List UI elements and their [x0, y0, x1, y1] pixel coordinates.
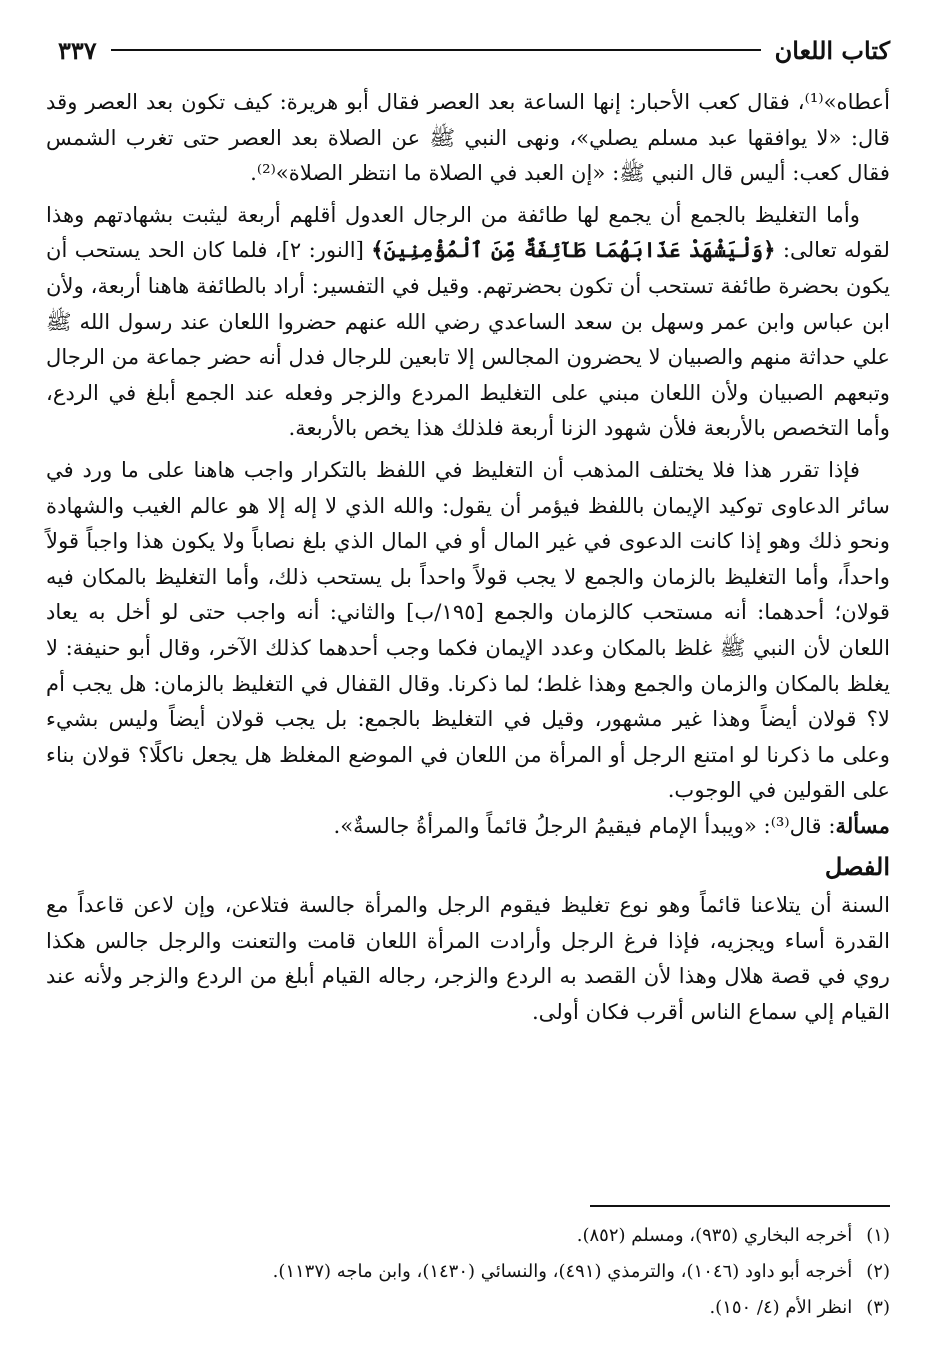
running-header [58, 32, 890, 68]
section-heading: الفصل [824, 852, 890, 882]
footnote [46, 1254, 890, 1290]
footnote-number: (٣) [866, 1297, 890, 1318]
quran-verse: ﴿وَلْيَشْهَدْ عَذَابَهُمَا طَآئِفَةٌ مِّنَ ٱلْمُؤْمِنِينَ﴾ [371, 237, 776, 263]
footnote-number: (٢) [866, 1261, 890, 1282]
footnote [46, 1218, 890, 1254]
masala-text: : قال⁽³⁾: «ويبدأ الإمام فيقيمُ الرجلُ قائماً والمرأةُ جالسةٌ». [333, 812, 836, 838]
paragraph-2 [46, 197, 890, 446]
masala-label: مسألة [835, 812, 890, 838]
footnote-text: انظر الأم (٤/ ١٥٠). [709, 1297, 853, 1318]
footnote [46, 1290, 890, 1326]
footnote-number: (١) [866, 1225, 890, 1246]
footnote-rule [590, 1205, 890, 1207]
paragraph-2-start: وأما التغليظ بالجمع أن يجمع لها طائفة من الرجال العدول أقلهم أربعة ليثبت بشهادتهم وهذا لقوله تعالى: [46, 201, 890, 263]
masala-line [46, 808, 890, 844]
paragraph-2-end: [النور: ٢]، فلما كان الحد يستحب أن يكون بحضرة طائفة تستحب أن تكون بحضرتهم. وقيل في التفسير: أراد بالطائفة هاهنا أربعة، ولأن ابن عباس وابن عمر وسهل بن سعد الساعدي رضي الله عنهم حضروا اللعان عند رسول الله ﷺ علي حداثة منهم والصبيان لا يحضرون المجالس إلا تابعين للرجال فدل أنه حضر جماعة من الرجال وتبعهم الصبيان ولأن اللعان مبني على التغليط المردع والزجر وفعله عند الجمع أبلغ في الردع، وأما التخصص بالأربعة فلأن شهود الزنا أربعة فلذلك هذا يخص بالأربعة. [46, 237, 890, 441]
page-number: ٣٣٧ [58, 35, 97, 65]
paragraph-3: فإذا تقرر هذا فلا يختلف المذهب أن التغليظ في اللفظ بالتكرار واجب هاهنا على ما ورد في سائر الدعاوى توكيد الإيمان باللفظ فيؤمر أن يقول: والله الذي لا إله إلا هو عالم الغيب والشهادة ونحو ذلك وهو إذا كانت الدعوى في غير المال أو في المال الذي بلغ نصاباً ولا يكون هذا واجباً قولاً واحداً، وأما التغليظ بالزمان والجمع لا يجب قولاً واحداً بل يستحب ذلك، وأما التغليظ بالمكان فيه قولان؛ أحدهما: أنه مستحب كالزمان والجمع [١٩٥/ب] والثاني: أنه واجب حتى لو أخل به يعاد اللعان لأن النبي ﷺ غلظ بالمكان وعدد الإيمان فكما وجب أحدهما كذلك الآخر، وقال أبو حنيفة: لا يغلظ بالمكان والزمان والجمع وهذا غلط؛ لما ذكرنا. وقال القفال في التغليظ بالزمان: هل يجب أم لا؟ قولان أيضاً وهذا غير مشهور، وقيل في التغليظ بالجمع: بل يجب قولان أيضاً وليس بشيء وعلى ما ذكرنا لو امتنع الرجل أو المرأة من اللعان في الموضع المغلظ هل يجعل ناكلًا؟ قولان بناء على القولين في الوجوب. [46, 456, 890, 803]
footnote-text: أخرجه أبو داود (١٠٤٦)، والترمذي (٤٩١)، والنسائي (١٤٣٠)، وابن ماجه (١١٣٧). [272, 1261, 853, 1282]
header-rule [111, 49, 761, 51]
footnote-text: أخرجه البخاري (٩٣٥)، ومسلم (٨٥٢). [576, 1225, 853, 1246]
footnotes [46, 1218, 890, 1326]
paragraph-1: أعطاه»⁽¹⁾، فقال كعب الأحبار: إنها الساعة بعد العصر فقال أبو هريرة: كيف تكون بعد العصر وقد قال: «لا يوافقها عبد مسلم يصلي»، ونهى النبي ﷺ عن الصلاة بعد العصر حتى تغرب الشمس فقال كعب: أليس قال النبي ﷺ: «إن العبد في الصلاة ما انتظر الصلاة»⁽²⁾. [46, 89, 890, 186]
paragraph-4: السنة أن يتلاعنا قائماً وهو نوع تغليظ فيقوم الرجل والمرأة جالسة فتلاعن، وإن لاعن قاعداً مع القدرة أساء ويجزيه، فإذا فرغ الرجل وأرادت المرأة اللعان قامت والتعنت والرجل جالس هكذا روي في قصة هلال وهذا لأن القصد به الردع والزجر، رجاله القيام أبلغ من الردع والزجر ولأنه عند القيام إلي سماع الناس أقرب فكان أولى. [46, 892, 890, 1024]
main-text [46, 84, 890, 1029]
chapter-title: كتاب اللعان [774, 35, 890, 65]
